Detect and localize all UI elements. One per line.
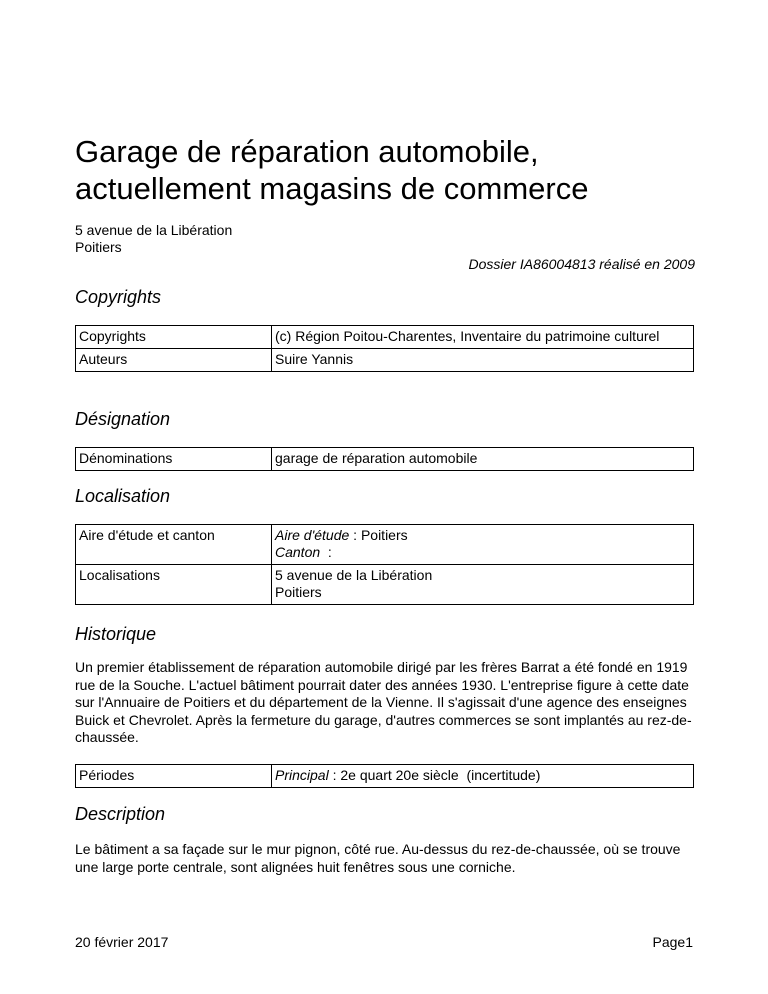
table-row: [76, 565, 694, 605]
designation-table: [75, 447, 694, 471]
aire-line: [275, 527, 690, 544]
aire-value: : Poitiers: [349, 527, 408, 543]
row-label: Dénominations: [76, 448, 272, 471]
principal-label: Principal: [275, 767, 329, 783]
row-label: Périodes: [76, 765, 272, 788]
row-label: Auteurs: [76, 349, 272, 372]
row-value: [272, 765, 694, 788]
table-row: [76, 765, 694, 788]
canton-label: Canton: [275, 544, 321, 560]
description-text: Le bâtiment a sa façade sur le mur pignon, côté rue. Au-dessus du rez-de-chaussée, où se trouve une large porte centrale, sont alignées huit fenêtres sous une corniche.: [75, 841, 681, 875]
page-title: Garage de réparation automobile, actuellement magasins de commerce: [75, 134, 589, 206]
table-row: [76, 326, 694, 349]
row-label: Copyrights: [76, 326, 272, 349]
row-label: Aire d'étude et canton: [76, 525, 272, 565]
row-value: Suire Yannis: [272, 349, 694, 372]
address-street: 5 avenue de la Libération: [75, 222, 233, 238]
address: [75, 222, 232, 256]
periodes-table: [75, 764, 694, 788]
localisation-city: Poitiers: [275, 584, 322, 600]
address-city: Poitiers: [75, 239, 122, 255]
table-row: [76, 525, 694, 565]
localisation-table: [75, 524, 694, 605]
copyrights-table: [75, 325, 694, 372]
canton-value: :: [320, 544, 332, 560]
row-value: [272, 565, 694, 605]
row-value: garage de réparation automobile: [272, 448, 694, 471]
section-heading-copyrights: Copyrights: [75, 287, 162, 307]
dossier-reference: Dossier IA86004813 réalisé en 2009: [468, 256, 695, 272]
canton-line: [275, 544, 690, 561]
section-heading-localisation: Localisation: [75, 486, 171, 506]
historique-text: Un premier établissement de réparation automobile dirigé par les frères Barrat a été fondé en 1919 rue de la Souche. L'actuel bâtiment pourrait dater des années 1930. L'entreprise figure à cette date sur l'Annuaire de Poitiers et du département de la Vienne. Il s'agissait d'une agence des enseignes Buick et Chevrolet. Après la fermeture du garage, d'autres commerces se sont implantés au rez-de-chaussée.: [75, 659, 692, 745]
aire-label: Aire d'étude: [275, 527, 350, 543]
row-value: (c) Région Poitou-Charentes, Inventaire du patrimoine culturel: [272, 326, 694, 349]
localisation-street: 5 avenue de la Libération: [275, 567, 433, 583]
row-value: [272, 525, 694, 565]
table-row: [76, 448, 694, 471]
row-label: Localisations: [76, 565, 272, 605]
footer-page-number: Page1: [652, 934, 693, 950]
section-heading-designation: Désignation: [75, 409, 171, 429]
principal-value: : 2e quart 20e siècle (incertitude): [328, 767, 541, 783]
section-heading-description: Description: [75, 804, 166, 824]
section-heading-historique: Historique: [75, 624, 157, 644]
table-row: [76, 349, 694, 372]
footer-date: 20 février 2017: [75, 934, 169, 950]
